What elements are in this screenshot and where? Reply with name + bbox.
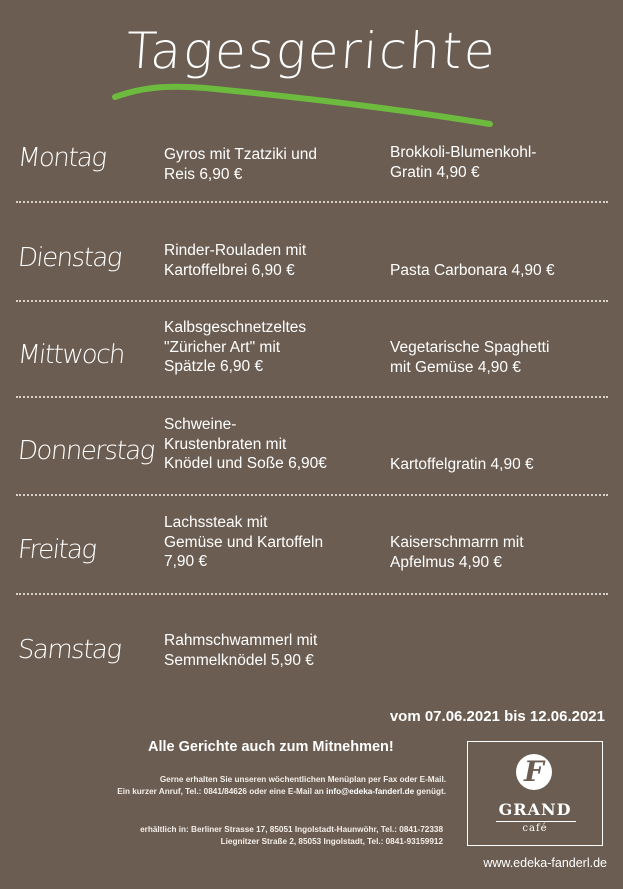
dish-line: Gyros mit Tzatziki und — [164, 146, 318, 163]
dish-line: Gemüse und Kartoffeln — [164, 533, 324, 551]
dish-tuesday-veg — [390, 261, 555, 281]
dish-line: Krustenbraten mit — [164, 435, 287, 453]
dish-line: Kartoffelbrei 6,90 € — [164, 261, 295, 279]
address-line1: erhältlich in: Berliner Strasse 17, 85051 Ingolstadt-Haunwöhr, Tel.: 0841-72338 — [140, 825, 443, 834]
title-swoosh — [105, 62, 505, 132]
separator — [16, 396, 608, 398]
logo-divider — [496, 821, 576, 822]
day-friday: Freitag — [16, 535, 98, 565]
day-tuesday: Dienstag — [16, 243, 123, 273]
dish-thursday-veg — [390, 455, 534, 475]
date-range: vom 07.06.2021 bis 12.06.2021 — [389, 708, 605, 725]
day-monday: Montag — [16, 143, 108, 173]
website-link[interactable]: www.edeka-fanderl.de — [483, 856, 607, 870]
logo-emblem: F — [516, 754, 552, 790]
dish-thursday-main — [164, 415, 327, 474]
dish-tuesday-main — [164, 241, 306, 280]
dish-line: Rahmschwammerl mit — [164, 632, 318, 649]
logo-name: GRAND — [498, 800, 572, 819]
info-line1: Gerne erhalten Sie unseren wöchentlichen Menüplan per Fax oder E-Mail. — [159, 775, 446, 784]
dish-line: Spätzle 6,90 € — [164, 358, 264, 375]
dish-line: Knödel und Soße 6,90€ — [164, 455, 327, 472]
dish-line: Schweine- — [164, 416, 237, 433]
dish-monday-veg — [390, 143, 536, 182]
page-title: Tagesgerichte — [124, 22, 499, 80]
day-saturday: Samstag — [16, 635, 123, 665]
grand-cafe-logo — [467, 741, 603, 846]
info-text — [117, 774, 446, 798]
dish-monday-main — [164, 145, 317, 184]
dish-line: Semmelknödel 5,90 € — [164, 651, 314, 669]
separator — [16, 494, 608, 496]
dish-line: Apfelmus 4,90 € — [390, 553, 503, 571]
email-link[interactable]: info@edeka-fanderl.de — [326, 787, 415, 796]
day-wednesday: Mittwoch — [16, 340, 126, 370]
logo-sub: café — [522, 823, 548, 834]
dish-line: Lachssteak mit — [164, 514, 268, 531]
day-thursday: Donnerstag — [16, 436, 156, 466]
dish-line: Vegetarische Spaghetti — [390, 339, 550, 356]
address-text — [140, 824, 443, 848]
info-line2: Ein kurzer Anruf, Tel.: 0841/84626 oder eine E-Mail an info@edeka-fanderl.de genügt. — [117, 787, 446, 796]
dish-line: mit Gemüse 4,90 € — [390, 358, 521, 376]
dish-wednesday-main — [164, 318, 306, 377]
dish-line: Kartoffelgratin 4,90 € — [390, 456, 534, 473]
dish-wednesday-veg — [390, 338, 549, 377]
address-line2: Liegnitzer Straße 2, 85053 Ingolstadt, Tel.: 0841-93159912 — [220, 837, 443, 846]
separator — [16, 593, 608, 595]
dish-line: 7,90 € — [164, 553, 208, 570]
dish-line: Rinder-Rouladen mit — [164, 242, 307, 259]
dish-line: Brokkoli-Blumenkohl- — [390, 144, 537, 161]
dish-line: Gratin 4,90 € — [390, 163, 480, 181]
dish-line: "Züricher Art" mit — [164, 338, 281, 356]
dish-saturday-main — [164, 631, 317, 670]
dish-line: Pasta Carbonara 4,90 € — [390, 262, 555, 279]
dish-line: Kalbsgeschnetzeltes — [164, 319, 307, 336]
separator — [16, 201, 608, 203]
separator — [16, 300, 608, 302]
dish-friday-veg — [390, 533, 524, 572]
dish-line: Kaiserschmarrn mit — [390, 534, 524, 551]
takeaway-note: Alle Gerichte auch zum Mitnehmen! — [148, 739, 394, 755]
dish-friday-main — [164, 513, 323, 572]
dish-line: Reis 6,90 € — [164, 165, 243, 183]
